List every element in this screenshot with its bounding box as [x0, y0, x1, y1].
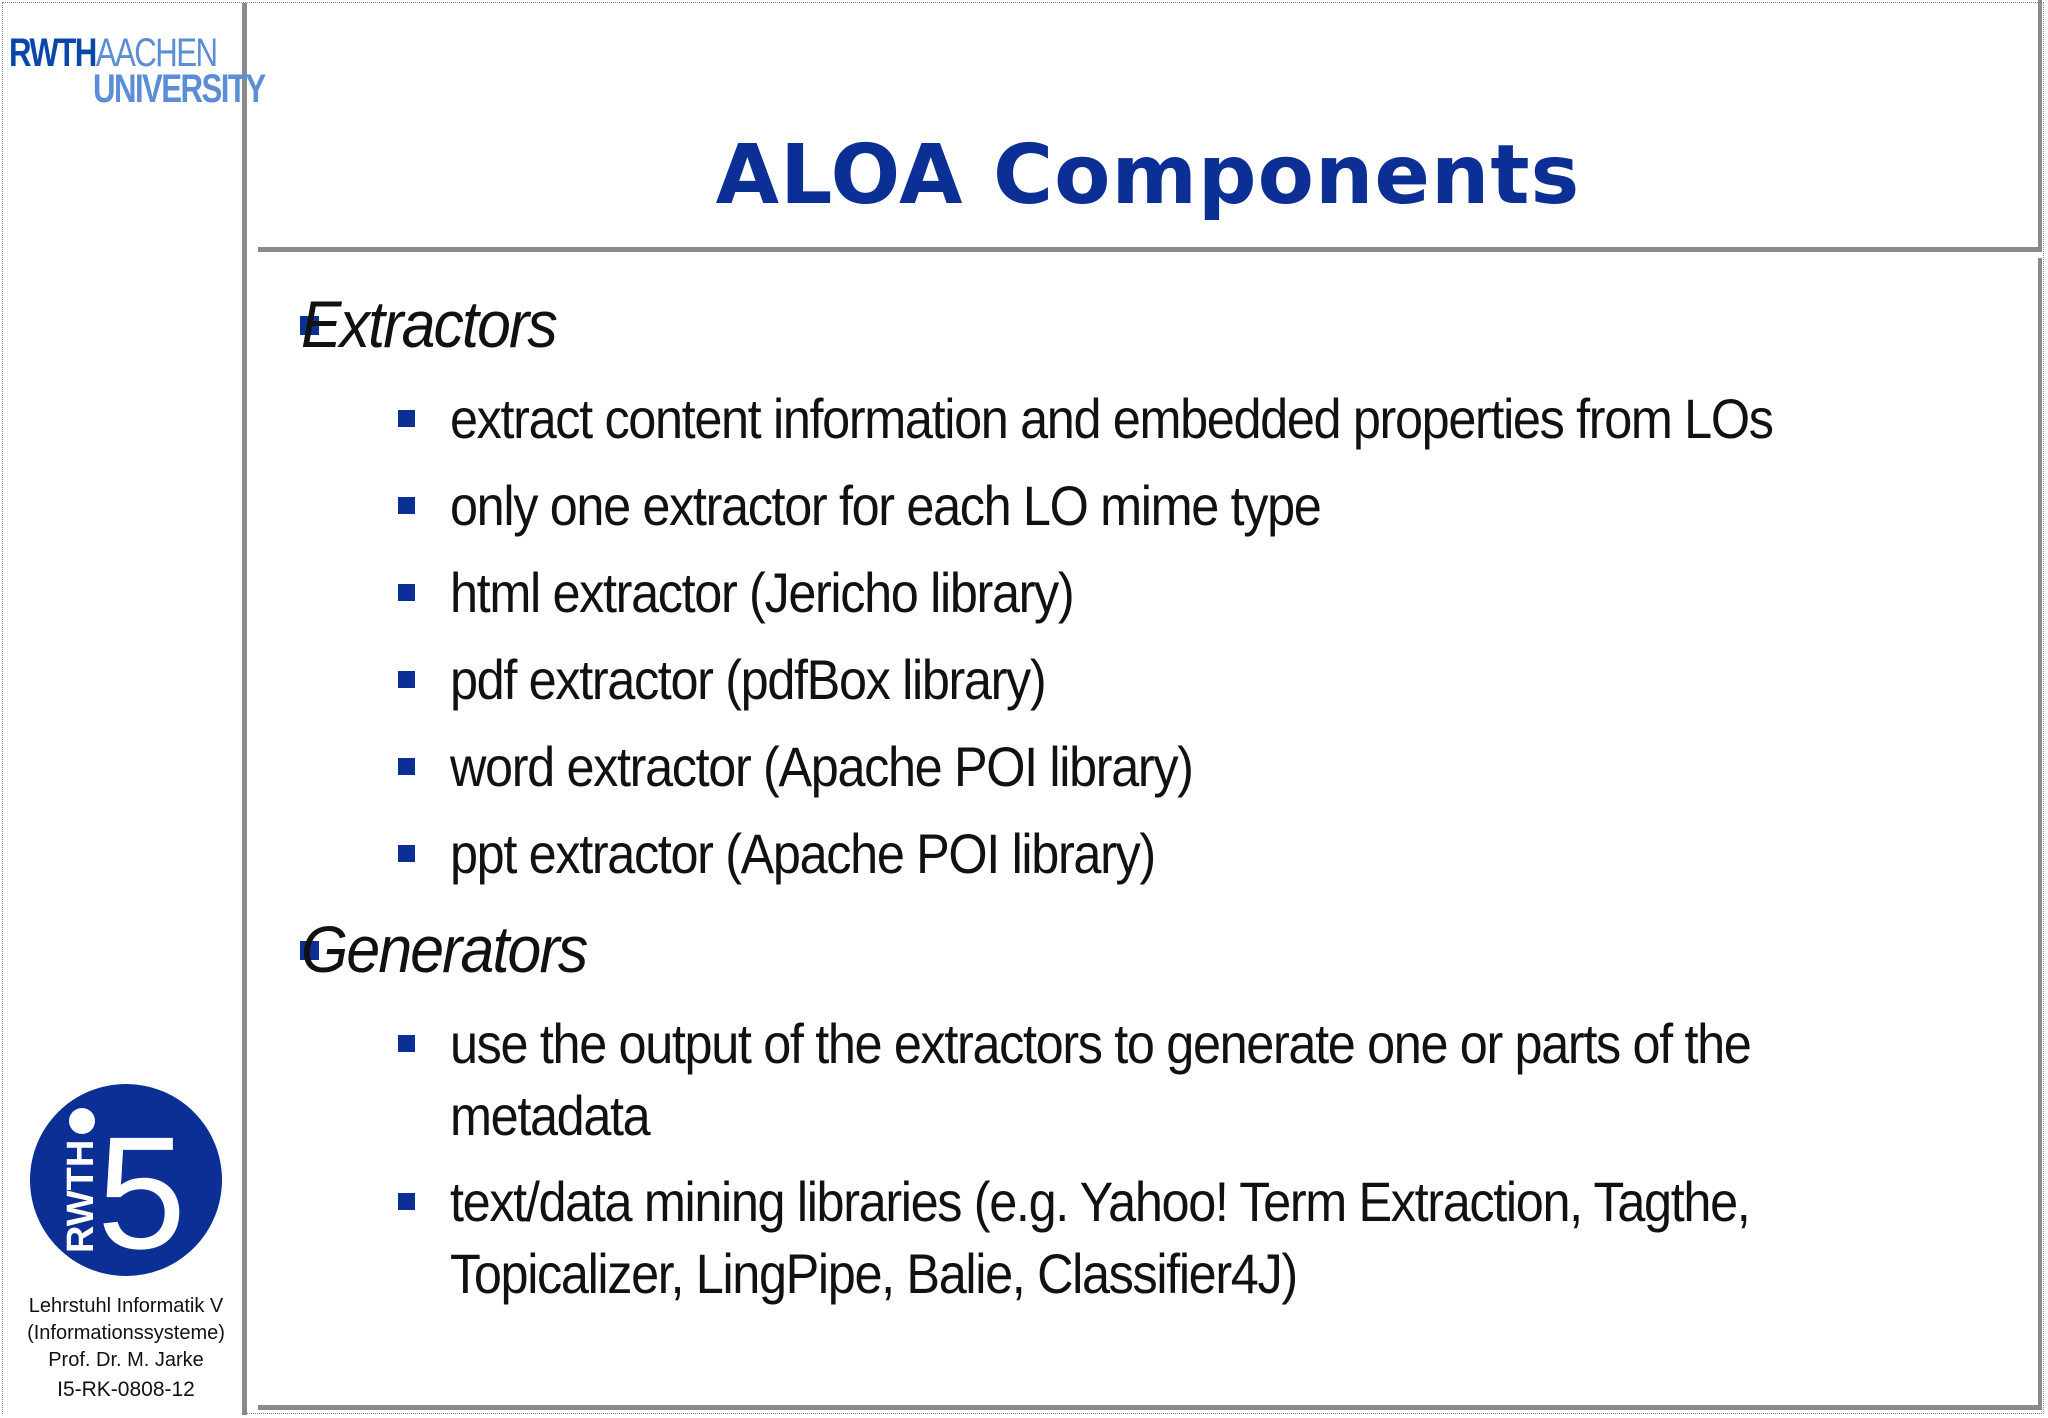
bullet-square [398, 1035, 415, 1052]
bullet-square [398, 410, 415, 427]
list-item: pdf extractor (pdfBox library) [450, 648, 1046, 711]
list-item: extract content information and embedded properties from LOs [450, 387, 1773, 450]
title-bar [258, 0, 2042, 252]
section-heading-generators: Generators [301, 912, 587, 986]
list-item [450, 1008, 1750, 1152]
sidebar [3, 3, 265, 1415]
list-item-line: use the output of the extractors to generate one or parts of the [450, 1012, 1751, 1075]
i5-logo-rwth: RWTH [60, 1139, 102, 1253]
section-heading-extractors: Extractors [301, 287, 556, 361]
bullet-square [398, 584, 415, 601]
slide-content [258, 258, 2042, 1410]
bullet-square [398, 758, 415, 775]
list-item-line: text/data mining libraries (e.g. Yahoo! Term Extraction, Tagthe, [450, 1170, 1750, 1233]
footer-chair: Lehrstuhl Informatik V [28, 1295, 224, 1317]
logo-rwth: RWTH [9, 31, 96, 75]
footer-dept: (Informationssysteme) [27, 1322, 225, 1344]
list-item [450, 1166, 1749, 1310]
bullet-square [398, 497, 415, 514]
i5-logo-icon [29, 1083, 223, 1277]
i5-logo-number: 5 [97, 1103, 186, 1277]
bullet-square [398, 1193, 415, 1210]
bullet-square [398, 671, 415, 688]
list-item: ppt extractor (Apache POI library) [450, 822, 1155, 885]
list-item: word extractor (Apache POI library) [450, 735, 1193, 798]
list-item: html extractor (Jericho library) [450, 561, 1074, 624]
list-item: only one extractor for each LO mime type [450, 474, 1321, 537]
bullet-square [398, 845, 415, 862]
list-item-line: Topicalizer, LingPipe, Balie, Classifier4J) [450, 1242, 1297, 1305]
logo-aachen: AACHEN [95, 31, 217, 75]
footer-info [13, 1293, 239, 1374]
page-title: ALOA Components [715, 128, 1581, 223]
footer-slide-id: I5-RK-0808-12 [57, 1378, 195, 1401]
rwth-aachen-logo [9, 31, 265, 111]
list-item-line: metadata [450, 1084, 650, 1147]
footer-prof: Prof. Dr. M. Jarke [48, 1349, 204, 1371]
logo-university: UNIVERSITY [93, 67, 265, 111]
